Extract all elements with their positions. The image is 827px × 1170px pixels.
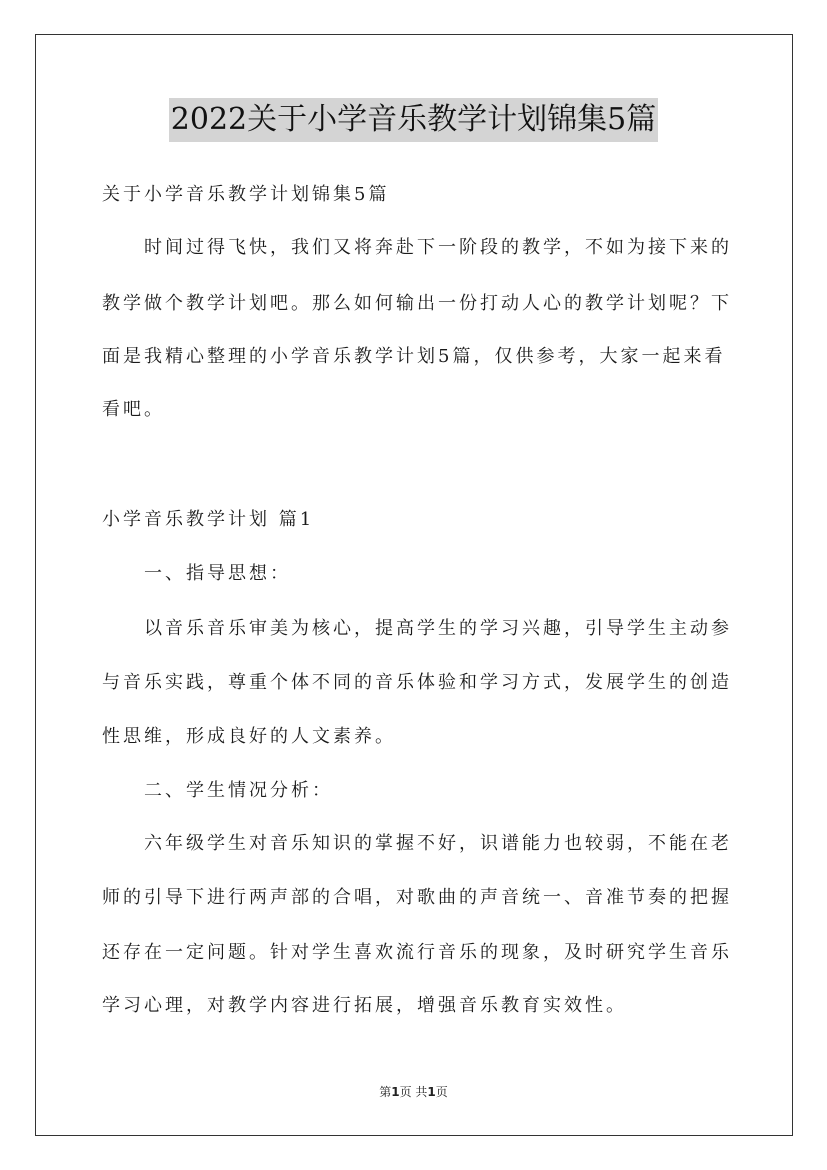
title-container [0,98,827,142]
footer-page-total: 1 [427,1085,436,1099]
intro-line: 看吧。 [102,399,165,420]
footer-prefix: 第 [379,1085,392,1099]
intro-line: 时间过得飞快，我们又将奔赴下一阶段的教学，不如为接下来的 [144,237,732,258]
footer-page-current: 1 [391,1085,400,1099]
footer-mid: 页 共 [399,1085,428,1099]
page-footer [0,1084,827,1100]
paragraph-line: 六年级学生对音乐知识的掌握不好，识谱能力也较弱，不能在老 [144,833,732,854]
paragraph-line: 师的引导下进行两声部的合唱，对歌曲的声音统一、音准节奏的把握 [102,887,732,908]
intro-line: 教学做个教学计划吧。那么如何输出一份打动人心的教学计划呢？下 [102,293,732,314]
paragraph-line: 与音乐实践，尊重个体不同的音乐体验和学习方式，发展学生的创造 [102,672,732,693]
paragraph-line: 以音乐音乐审美为核心，提高学生的学习兴趣，引导学生主动参 [144,618,732,639]
paragraph-line: 学习心理，对教学内容进行拓展，增强音乐教育实效性。 [102,995,627,1016]
intro-line: 面是我精心整理的小学音乐教学计划5篇，仅供参考，大家一起来看 [102,346,726,367]
heading-guiding-thought: 一、指导思想： [144,563,291,584]
footer-suffix: 页 [435,1085,448,1099]
heading-student-analysis: 二、学生情况分析： [144,780,333,801]
document-title: 2022关于小学音乐教学计划锦集5篇 [169,98,658,142]
paragraph-line: 性思维，形成良好的人文素养。 [102,726,396,747]
section-heading: 小学音乐教学计划 篇1 [102,509,315,530]
document-subtitle: 关于小学音乐教学计划锦集5篇 [102,184,390,205]
paragraph-line: 还存在一定问题。针对学生喜欢流行音乐的现象，及时研究学生音乐 [102,942,732,963]
